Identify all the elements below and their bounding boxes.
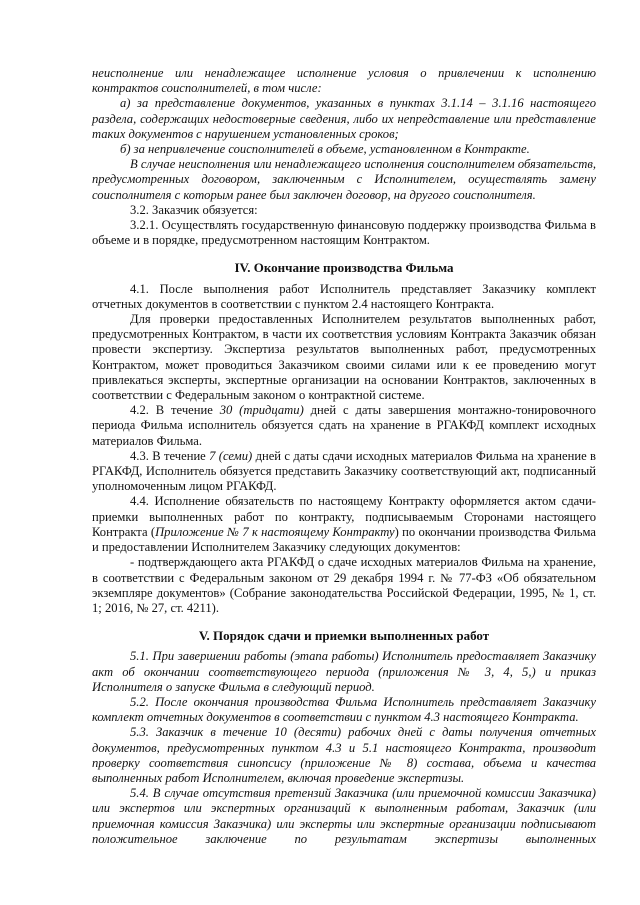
section-4-paragraph-2: Для проверки предоставленных Исполнителем результатов выполненных работ, предусмотренных Контрактом, в части их соответствия условиям Контракта Заказчик обязан провести экспертизу. Экспертиза результатов выполненных работ, предусмотренных Контрактом, может проводиться Заказчиком своими силами или к ее проведению могут привлекаться эксперты, экспертные организации на основании Контрактов, заключенных в соответствии с Федеральным законом о контрактной системе. xyxy=(92,312,596,403)
intro-paragraph-1: неисполнение или ненадлежащее исполнение условия о привлечении к исполнению контрактов соисполнителей, в том числе: xyxy=(92,66,596,96)
section-4-heading: IV. Окончание производства Фильма xyxy=(234,260,454,276)
section-5-paragraph-3: 5.3. Заказчик в течение 10 (десяти) рабочих дней с даты получения отчетных документов, предусмотренных пунктом 4.3 и 5.1 настоящего Контракта, производит проверку соответствия синопсису (приложение № 8) состава, объема и качества выполненных работ Исполнителем, включая проведение экспертизы. xyxy=(92,725,596,785)
intro-paragraph-6: 3.2.1. Осуществлять государственную финансовую поддержку производства Фильма в объеме и в порядке, предусмотренном настоящим Контрактом. xyxy=(92,218,596,248)
italic-term: Приложение № 7 к настоящему Контракту xyxy=(155,524,395,539)
text-run: ) по окончании производства Фильма и предоставлении Исполнителем Заказчику следующих документов: xyxy=(92,524,596,555)
intro-paragraph-4: В случае неисполнения или ненадлежащего исполнения соисполнителем обязательств, предусмотренных договором, заключенным с Исполнителем, осуществлять замену соисполнителя с которым ранее был заключен договор, на другого соисполнителя. xyxy=(92,157,596,202)
text-run: дней с даты сдачи исходных материалов Фильма на хранение в РГАКФД, Исполнитель обязуется представить Заказчику соответствующий акт, подписанный уполномоченным лицом РГАКФД. xyxy=(92,448,596,494)
italic-term: 30 (тридцати) xyxy=(219,403,304,418)
section-5-paragraph-1: 5.1. При завершении работы (этапа работы) Исполнитель предоставляет Заказчику акт об окончании соответствующего периода (приложения № 3, 4, 5,) и приказ Исполнителя о запуске Фильма в следующий период. xyxy=(92,649,596,694)
text-run: 4.3. В течение xyxy=(130,448,210,463)
document-page xyxy=(92,66,596,847)
intro-paragraph-2: а) за представление документов, указанных в пунктах 3.1.14 – 3.1.16 настоящего раздела, содержащих недостоверные сведения, либо их непредставление или представление таких документов с нарушением установленных сроков; xyxy=(92,96,596,141)
section-5-heading: V. Порядок сдачи и приемки выполненных работ xyxy=(198,628,490,644)
text-run: 4.2. В течение xyxy=(130,403,220,418)
section-spacer xyxy=(92,248,596,260)
section-5-paragraph-4: 5.4. В случае отсутствия претензий Заказчика (или приемочной комиссии Заказчика) или экспертов или экспертных организаций к выполненным работам, Заказчик (или приемочная комиссия Заказчика) или эксперты или экспертные организации подписывают положительное заключение по результатам экспертизы выполненных xyxy=(92,786,596,846)
section-4-paragraph-5 xyxy=(92,494,596,555)
section-4-paragraph-6: - подтверждающего акта РГАКФД о сдаче исходных материалов Фильма на хранение, в соответствии с Федеральным законом от 29 декабря 1994 г. № 77-ФЗ «Об обязательном экземпляре документов» (Собрание законодательства Российской Федерации, 1995, № 1, ст. 1; 2016, № 27, ст. 4211). xyxy=(92,555,596,615)
intro-paragraph-5: 3.2. Заказчик обязуется: xyxy=(130,202,258,217)
italic-term: 7 (семи) xyxy=(209,448,253,463)
section-4-paragraph-4 xyxy=(92,449,596,495)
text-run: 4.4. Исполнение обязательств по настоящему Контракту оформляется актом сдачи-приемки выполненных работ по контракту, подписываемым Сторонами настоящего Контракта ( xyxy=(92,494,596,539)
section-spacer xyxy=(92,616,596,628)
intro-paragraph-3: б) за непривлечение соисполнителей в объеме, установленном в Контракте. xyxy=(120,142,530,157)
section-4-paragraph-1: 4.1. После выполнения работ Исполнитель представляет Заказчику комплект отчетных документов в соответствии с пунктом 2.4 настоящего Контракта. xyxy=(92,281,596,311)
section-4-paragraph-3 xyxy=(92,403,596,449)
section-5-paragraph-2: 5.2. После окончания производства Фильма Исполнитель представляет Заказчику комплект отчетных документов в соответствии с пунктом 4.3 настоящего Контракта. xyxy=(92,694,596,725)
text-run: дней с даты завершения монтажно-тонировочного периода Фильма исполнитель обязуется сдать на хранение в РГАКФД комплект исходных материалов Фильма. xyxy=(92,403,596,448)
